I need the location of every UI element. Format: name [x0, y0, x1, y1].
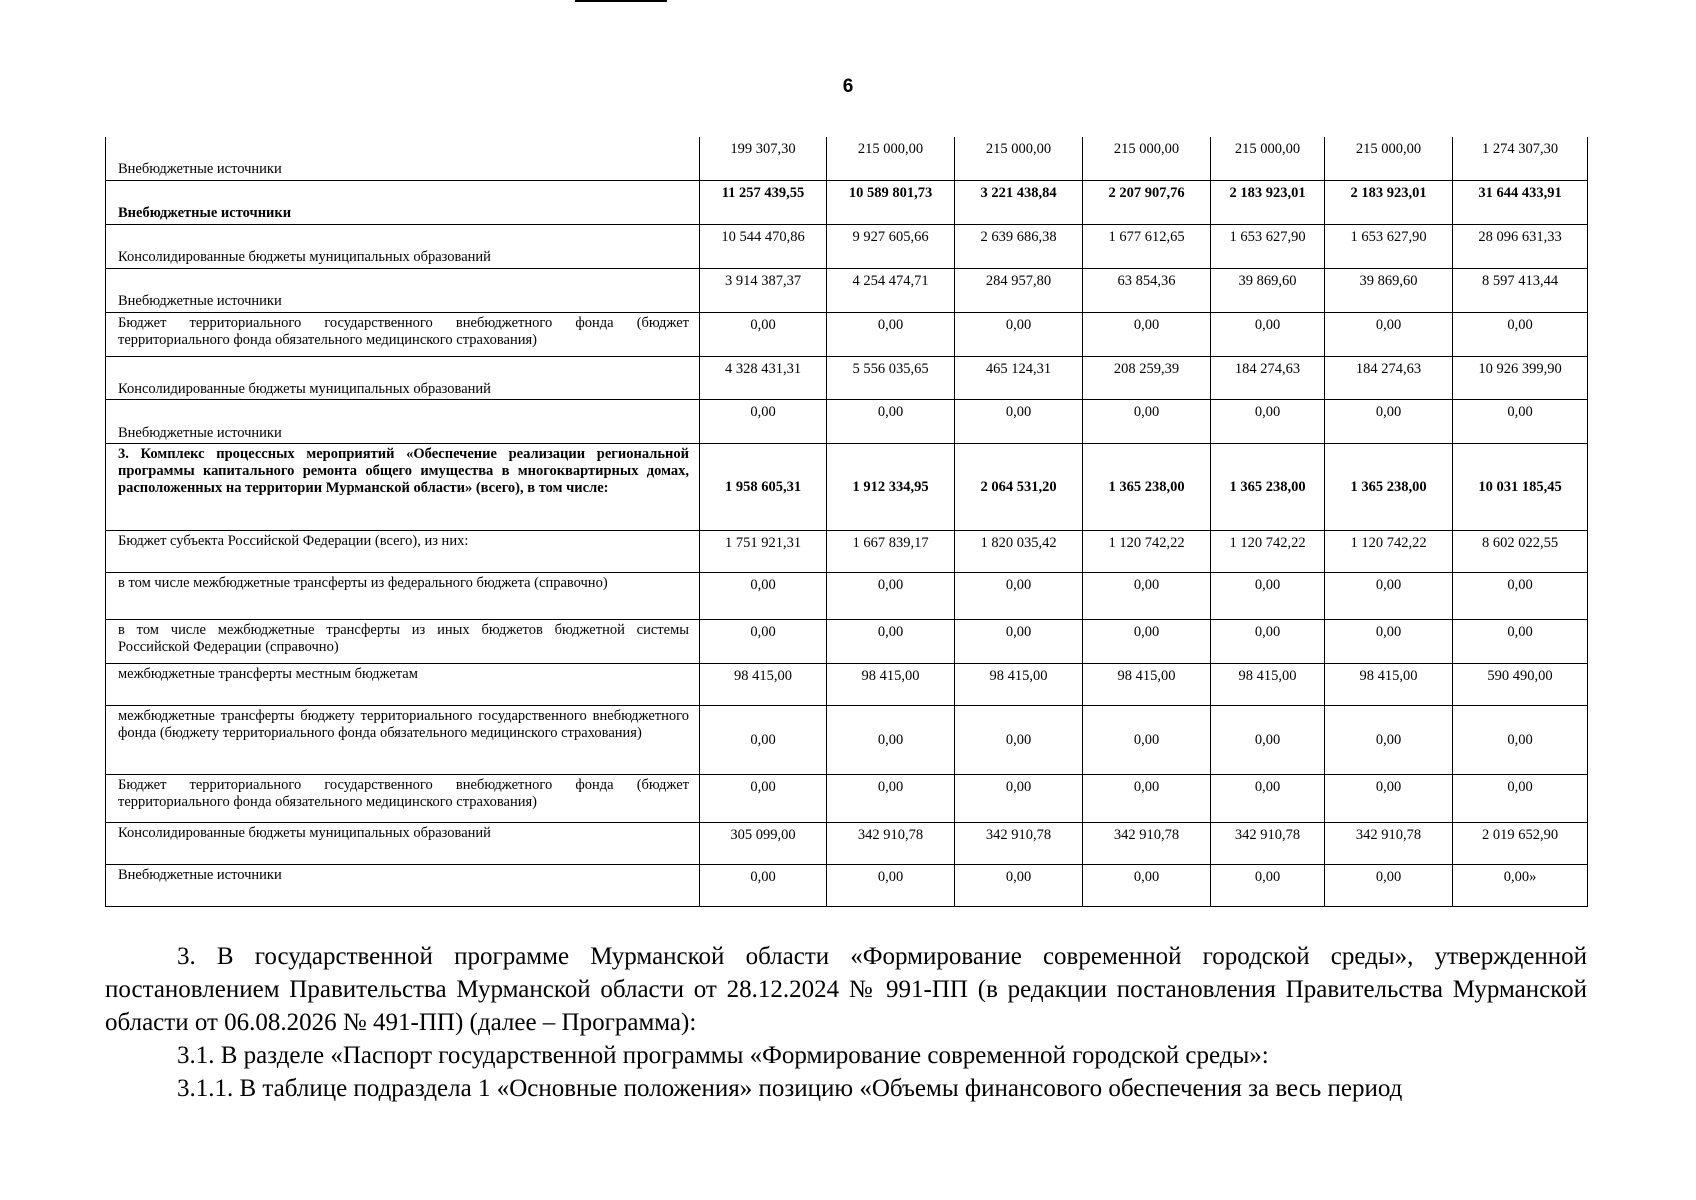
year-value-cell: 4 328 431,31 [700, 357, 827, 400]
year-value-cell: 184 274,63 [1325, 357, 1453, 400]
year-value-cell: 98 415,00 [1325, 664, 1453, 706]
row-total-cell: 590 490,00 [1453, 664, 1588, 706]
year-value-cell: 0,00 [1325, 864, 1453, 906]
year-value-cell: 1 120 742,22 [1325, 530, 1453, 572]
row-label: Бюджет субъекта Российской Федерации (всего), из них: [106, 530, 700, 572]
year-value-cell: 0,00 [700, 400, 827, 444]
year-value-cell: 0,00 [1083, 775, 1211, 822]
year-value-cell: 199 307,30 [700, 137, 827, 180]
year-value-cell: 0,00 [1211, 313, 1325, 357]
year-value-cell: 0,00 [827, 313, 955, 357]
year-value-cell: 0,00 [955, 775, 1083, 822]
paragraph-3: 3. В государственной программе Мурманской области «Формирование современной городской среды», утвержденной постановлением Правительства Мурманской области от 28.12.2024 № 991-ПП (в редакции постановления Правительства Мурманской области от 06.08.2026 № 491-ПП) (далее – Программа): [105, 943, 1587, 1036]
year-value-cell: 1 653 627,90 [1211, 224, 1325, 268]
table-row [106, 400, 1588, 444]
year-value-cell: 1 751 921,31 [700, 530, 827, 572]
year-value-cell: 342 910,78 [827, 822, 955, 864]
row-total-cell: 8 602 022,55 [1453, 530, 1588, 572]
year-value-cell: 0,00 [827, 706, 955, 775]
table-row [106, 180, 1588, 224]
year-value-cell: 0,00 [1325, 706, 1453, 775]
year-value-cell: 0,00 [827, 400, 955, 444]
year-value-cell: 11 257 439,55 [700, 180, 827, 224]
year-value-cell: 0,00 [1325, 619, 1453, 663]
year-value-cell: 0,00 [1083, 313, 1211, 357]
year-value-cell: 1 958 605,31 [700, 444, 827, 530]
table-row [106, 864, 1588, 906]
year-value-cell: 215 000,00 [955, 137, 1083, 180]
row-total-cell: 0,00 [1453, 706, 1588, 775]
year-value-cell: 0,00 [827, 619, 955, 663]
year-value-cell: 39 869,60 [1325, 268, 1453, 312]
year-value-cell: 0,00 [1211, 400, 1325, 444]
year-value-cell: 0,00 [955, 619, 1083, 663]
paragraph-3-1: 3.1. В разделе «Паспорт государственной программы «Формирование современной городской среды»: [177, 1042, 1269, 1069]
year-value-cell: 1 365 238,00 [1083, 444, 1211, 530]
year-value-cell: 0,00 [955, 864, 1083, 906]
year-value-cell: 2 207 907,76 [1083, 180, 1211, 224]
year-value-cell: 0,00 [827, 572, 955, 619]
row-label: Консолидированные бюджеты муниципальных образований [106, 224, 700, 268]
row-total-cell: 1 274 307,30 [1453, 137, 1588, 180]
year-value-cell: 1 820 035,42 [955, 530, 1083, 572]
row-total-cell: 0,00 [1453, 400, 1588, 444]
year-value-cell: 0,00 [1325, 572, 1453, 619]
year-value-cell: 39 869,60 [1211, 268, 1325, 312]
table-row [106, 444, 1588, 530]
row-total-cell: 10 926 399,90 [1453, 357, 1588, 400]
row-total-cell: 31 644 433,91 [1453, 180, 1588, 224]
page-number: 6 [842, 76, 854, 97]
table-row [106, 775, 1588, 822]
row-total-cell: 2 019 652,90 [1453, 822, 1588, 864]
year-value-cell: 208 259,39 [1083, 357, 1211, 400]
row-total-cell: 8 597 413,44 [1453, 268, 1588, 312]
year-value-cell: 0,00 [1211, 775, 1325, 822]
row-total-cell: 10 031 185,45 [1453, 444, 1588, 530]
year-value-cell: 342 910,78 [1083, 822, 1211, 864]
year-value-cell: 0,00 [700, 313, 827, 357]
row-label: Внебюджетные источники [106, 268, 700, 312]
row-total-cell: 0,00 [1453, 572, 1588, 619]
row-total-cell: 0,00 [1453, 313, 1588, 357]
year-value-cell: 98 415,00 [827, 664, 955, 706]
row-label: Внебюджетные источники [106, 864, 700, 906]
financing-table [105, 137, 1588, 907]
year-value-cell: 0,00 [1211, 706, 1325, 775]
table-row [106, 357, 1588, 400]
body-text [105, 940, 1587, 1105]
year-value-cell: 215 000,00 [827, 137, 955, 180]
table-row [106, 137, 1588, 180]
row-total-cell: 28 096 631,33 [1453, 224, 1588, 268]
year-value-cell: 0,00 [700, 775, 827, 822]
year-value-cell: 215 000,00 [1325, 137, 1453, 180]
year-value-cell: 1 653 627,90 [1325, 224, 1453, 268]
year-value-cell: 0,00 [1211, 572, 1325, 619]
row-label: межбюджетные трансферты местным бюджетам [106, 664, 700, 706]
year-value-cell: 0,00 [700, 572, 827, 619]
year-value-cell: 1 120 742,22 [1083, 530, 1211, 572]
year-value-cell: 5 556 035,65 [827, 357, 955, 400]
year-value-cell: 98 415,00 [700, 664, 827, 706]
year-value-cell: 0,00 [1325, 400, 1453, 444]
row-label: межбюджетные трансферты бюджету территориального государственного внебюджетного фонда (бюджету территориального фонда обязательного медицинского страхования) [106, 706, 700, 775]
year-value-cell: 98 415,00 [955, 664, 1083, 706]
year-value-cell: 0,00 [700, 706, 827, 775]
year-value-cell: 0,00 [1083, 400, 1211, 444]
year-value-cell: 2 639 686,38 [955, 224, 1083, 268]
year-value-cell: 0,00 [955, 313, 1083, 357]
year-value-cell: 98 415,00 [1083, 664, 1211, 706]
year-value-cell: 1 677 612,65 [1083, 224, 1211, 268]
year-value-cell: 0,00 [827, 864, 955, 906]
year-value-cell: 342 910,78 [1211, 822, 1325, 864]
year-value-cell: 215 000,00 [1083, 137, 1211, 180]
row-total-cell: 0,00 [1453, 619, 1588, 663]
row-label: Консолидированные бюджеты муниципальных образований [106, 357, 700, 400]
row-label: в том числе межбюджетные трансферты из федерального бюджета (справочно) [106, 572, 700, 619]
table-row [106, 313, 1588, 357]
table-row [106, 664, 1588, 706]
year-value-cell: 2 183 923,01 [1325, 180, 1453, 224]
year-value-cell: 3 221 438,84 [955, 180, 1083, 224]
row-label: Бюджет территориального государственного внебюджетного фонда (бюджет территориального фонда обязательного медицинского страхования) [106, 313, 700, 357]
row-label: в том числе межбюджетные трансферты из иных бюджетов бюджетной системы Российской Федерации (справочно) [106, 619, 700, 663]
row-label: 3. Комплекс процессных мероприятий «Обеспечение реализации региональной программы капитального ремонта общего имущества в многоквартирных домах, расположенных на территории Мурманской области» (всего), в том числе: [106, 444, 700, 530]
year-value-cell: 0,00 [700, 619, 827, 663]
table-row [106, 268, 1588, 312]
year-value-cell: 0,00 [1211, 864, 1325, 906]
table-row [106, 224, 1588, 268]
year-value-cell: 10 544 470,86 [700, 224, 827, 268]
paragraph-3-1-1: 3.1.1. В таблице подраздела 1 «Основные положения» позицию «Объемы финансового обеспечения за весь период [177, 1075, 1403, 1102]
row-label: Внебюджетные источники [106, 137, 700, 180]
year-value-cell: 0,00 [1083, 706, 1211, 775]
year-value-cell: 305 099,00 [700, 822, 827, 864]
year-value-cell: 1 912 334,95 [827, 444, 955, 530]
year-value-cell: 3 914 387,37 [700, 268, 827, 312]
year-value-cell: 2 183 923,01 [1211, 180, 1325, 224]
row-total-cell: 0,00 [1453, 775, 1588, 822]
year-value-cell: 284 957,80 [955, 268, 1083, 312]
year-value-cell: 184 274,63 [1211, 357, 1325, 400]
year-value-cell: 0,00 [1083, 572, 1211, 619]
year-value-cell: 0,00 [955, 572, 1083, 619]
year-value-cell: 215 000,00 [1211, 137, 1325, 180]
row-total-cell: 0,00» [1453, 864, 1588, 906]
year-value-cell: 465 124,31 [955, 357, 1083, 400]
table-row [106, 530, 1588, 572]
year-value-cell: 342 910,78 [1325, 822, 1453, 864]
year-value-cell: 2 064 531,20 [955, 444, 1083, 530]
table-row [106, 706, 1588, 775]
year-value-cell: 4 254 474,71 [827, 268, 955, 312]
year-value-cell: 0,00 [1325, 313, 1453, 357]
row-label: Бюджет территориального государственного внебюджетного фонда (бюджет территориального фонда обязательного медицинского страхования) [106, 775, 700, 822]
year-value-cell: 0,00 [1325, 775, 1453, 822]
table-row [106, 619, 1588, 663]
year-value-cell: 10 589 801,73 [827, 180, 955, 224]
year-value-cell: 63 854,36 [1083, 268, 1211, 312]
row-label: Внебюджетные источники [106, 400, 700, 444]
scan-mark [575, 0, 667, 2]
year-value-cell: 98 415,00 [1211, 664, 1325, 706]
row-label: Консолидированные бюджеты муниципальных образований [106, 822, 700, 864]
year-value-cell: 0,00 [955, 400, 1083, 444]
year-value-cell: 0,00 [1083, 619, 1211, 663]
year-value-cell: 1 365 238,00 [1325, 444, 1453, 530]
year-value-cell: 0,00 [827, 775, 955, 822]
year-value-cell: 342 910,78 [955, 822, 1083, 864]
year-value-cell: 9 927 605,66 [827, 224, 955, 268]
year-value-cell: 1 667 839,17 [827, 530, 955, 572]
year-value-cell: 0,00 [1211, 619, 1325, 663]
year-value-cell: 0,00 [955, 706, 1083, 775]
table-row [106, 822, 1588, 864]
year-value-cell: 0,00 [700, 864, 827, 906]
year-value-cell: 0,00 [1083, 864, 1211, 906]
year-value-cell: 1 365 238,00 [1211, 444, 1325, 530]
year-value-cell: 1 120 742,22 [1211, 530, 1325, 572]
table-row [106, 572, 1588, 619]
row-label: Внебюджетные источники [106, 180, 700, 224]
